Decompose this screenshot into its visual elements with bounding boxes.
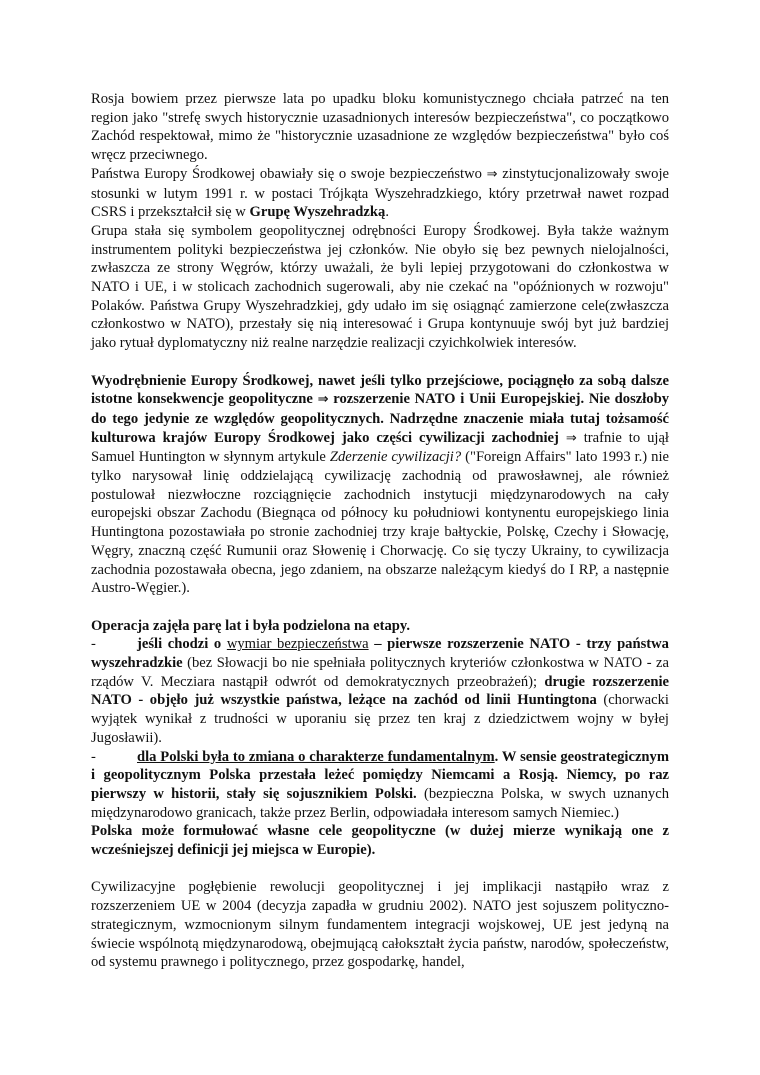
b1-text-a: (bez Słowacji bo nie spełniała politycznych kryteriów członkostwa w NATO - za rządów V. Mecziara nastąpił odwrót od demokratycznych przeobrażeń); (91, 655, 670, 690)
b1-underline: wymiar bezpieczeństwa (226, 636, 369, 653)
bullet-dash: - (91, 748, 96, 765)
b1-bold-a: jeśli chodzi o (137, 636, 222, 653)
b2-text: (bezpieczna Polska, w swych uznanych międzynarodowo granicach, także przez Berlin, odpowiadała interesom samych Niemiec.) (91, 785, 669, 821)
paragraph-central-europe-security (91, 165, 669, 222)
bullet-dash: - (91, 636, 96, 653)
closing-statement-text: Polska może formułować własne cele geopolityczne (w dużej mierze wynikają one z wcześniejszej definicji jej miejsca w Europie). (91, 823, 669, 859)
p4-bold-a: Wyodrębnienie Europy Środkowej, nawet jeśli tylko przejściowe, pociągnęło za sobą dalsze istotne konsekwencje geopolityczne (91, 372, 669, 408)
b1-bold-b: – pierwsze rozszerzenie NATO - trzy państwa wyszehradzkie (91, 636, 669, 672)
p4-text-b: ("Foreign Affairs" lato 1993 r.) nie tylko narysował linię oddzielającą cywilizację zachodnią od prawosławnej, ale również postulował niezwłoczne rozciągnięcie zachodnich instytucji międzynarodowych na cały europejski obszar Zachodu (Biegnąca od północy ku południowi kontynentu europejskiego linia Huntingtona pozostawiała po stronie zachodniej trzy kraje bałtyckie, Polskę, Czechy i Słowację, Węgry, znaczną część Rumunii oraz Słowenię i Chorwację. Co się tyczy Ukrainy, to cywilizacja zachodnia pozostawała obecna, jego zdaniem, na obszarze należącym kiedyś do I RP, a następnie Austro-Węgier.). (91, 449, 669, 597)
p2-text-b: zinstytucjonalizowały swoje stosunki w lutym 1991 r. w postaci Trójkąta Wyszehradzkiego, który przetrwał nawet rozpad CSRS i przekształcił się w (91, 165, 669, 221)
b2-underline: dla Polski była to zmiana o charakterze fundamentalnym (137, 748, 495, 765)
stages-heading-text: Operacja zajęła parę lat i była podzielona na etapy. (91, 617, 411, 634)
b2-bold: . W sensie geostrategicznym i geopolitycznym Polska przestała leżeć pomiędzy Niemcami a Rosją. Niemcy, po raz pierwszy w historii, stały się sojusznikiem Polski. (91, 748, 669, 802)
paragraph-eu-enlargement: Cywilizacyjne pogłębienie rewolucji geopolitycznej i jej implikacji nastąpiło wraz z rozszerzeniem UE w 2004 (decyzja zapadła w grudniu 2002). NATO jest sojuszem polityczno-strategicznym, wzmocnionym silnym fundamentem integracji wojskowej, UE jest jedyną na świecie wspólnotą międzynarodową, obejmującą całokształt życia państw, narodów, społeczeństw, od systemu prawnego i politycznego, przez gospodarkę, handel, (91, 879, 669, 971)
paragraph-gap (91, 598, 669, 617)
p4-bold-b: rozszerzenie NATO i Unii Europejskiej. Nie doszłoby do tego jedynie ze względów geopolitycznych. Nadrzędne znaczenie miała tutaj tożsamość kulturowa krajów Europy Środkowej jako części cywilizacji zachodniej (91, 391, 669, 446)
p2-text-a: Państwa Europy Środkowej obawiały się o swoje bezpieczeństwo (91, 165, 482, 182)
implies-arrow-icon: ⇒ (317, 392, 329, 408)
bullet-poland-change (91, 748, 669, 823)
implies-arrow-icon: ⇒ (565, 430, 577, 446)
p2-end: . (385, 204, 389, 221)
paragraph-gap (91, 860, 669, 879)
document-page (91, 90, 669, 972)
b1-text-b: (chorwacki wyjątek wynikał z trudności w uporaniu się przez ten kraj z dziedzictwem wojny w byłej Jugosławii). (91, 692, 669, 746)
paragraph-gap (91, 353, 669, 372)
p2-bold-visegrad: Grupę Wyszehradzką (249, 204, 386, 221)
bullet-security-dimension (91, 635, 669, 747)
closing-statement (91, 822, 669, 859)
p4-text-a: trafnie to ujął Samuel Huntington w słynnym artykule (91, 429, 669, 466)
b1-bold-c: drugie rozszerzenie NATO - objęło już wszystkie państwa, leżące na zachód od linii Huntingtona (91, 673, 670, 709)
paragraph-visegrad-group: Grupa stała się symbolem geopolitycznej odrębności Europy Środkowej. Była także ważnym instrumentem polityki bezpieczeństwa jej członków. Nie obyło się bez pewnych nielojalności, zwłaszcza ze strony Węgrów, którzy uważali, że byli lepiej przygotowani do członkostwa w NATO i UE, i w stolicach zachodnich sugerowali, aby nie czekać na "opóźnionych w rozwoju" Polaków. Państwa Grupy Wyszehradzkiej, gdy udało im się osiągnąć zamierzone cele(zwłaszcza członkostwo w NATO), przestały się nią interesować i Grupa kontynuuje swój byt już bardziej jako rytuał dyplomatyczny niż realne narzędzie realizacji czyichkolwiek interesów. (91, 222, 669, 352)
stages-heading (91, 617, 669, 636)
paragraph-russia: Rosja bowiem przez pierwsze lata po upadku bloku komunistycznego chciała patrzeć na ten region jako "strefę swych historycznie uzasadnionych interesów bezpieczeństwa", co początkowo Zachód respektował, mimo że "historycznie uzasadnione ze względów bezpieczeństwa" było coś wręcz przeciwnego. (91, 91, 669, 164)
p4-italic-title: Zderzenie cywilizacji? (329, 449, 462, 466)
implies-arrow-icon: ⇒ (486, 166, 498, 182)
paragraph-enlargement (91, 372, 669, 598)
